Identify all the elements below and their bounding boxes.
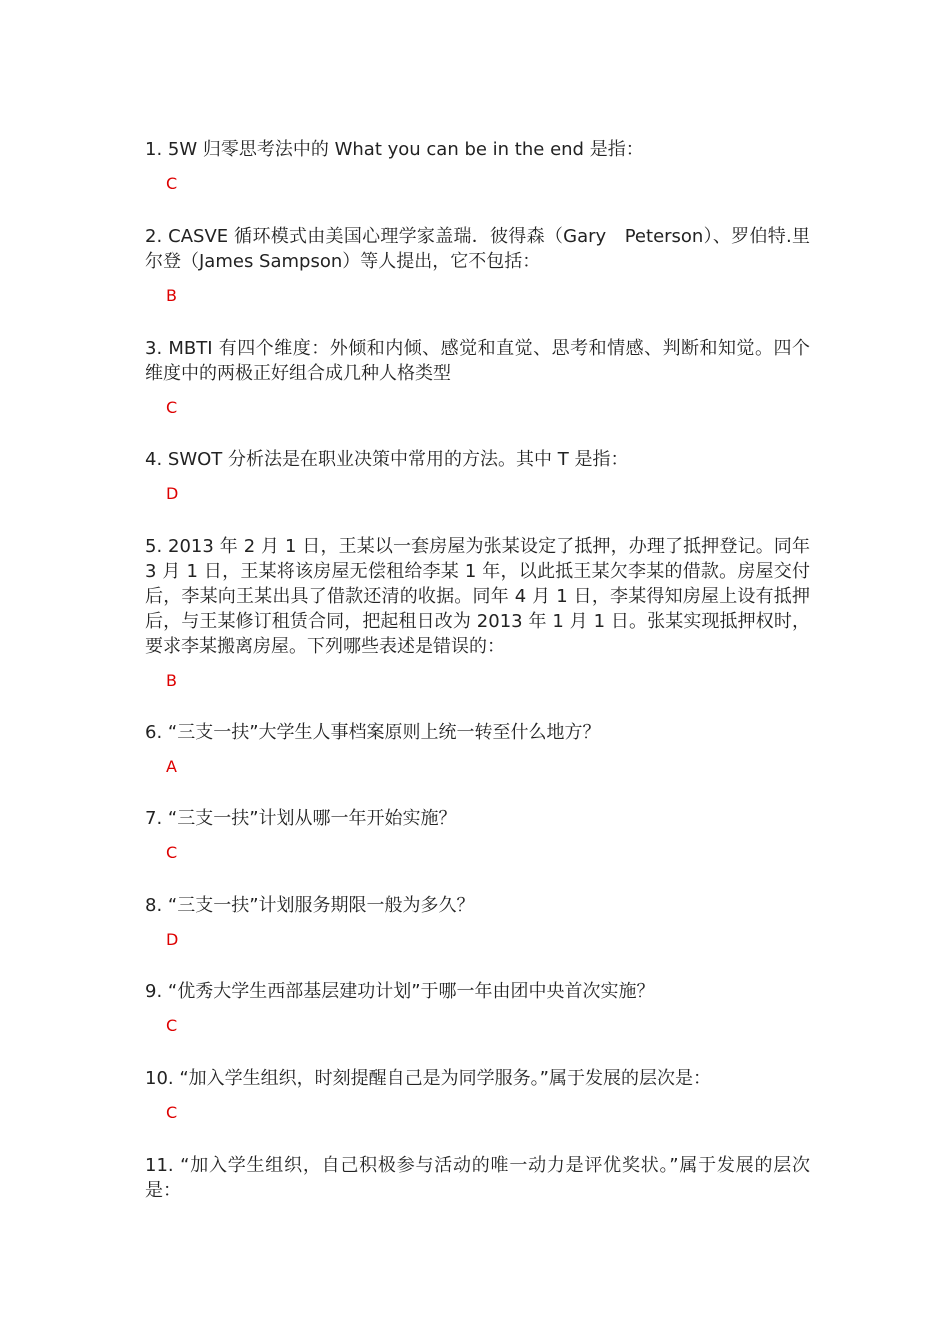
question-text: 2. CASVE 循环模式由美国心理学家盖瑞．彼得森（Gary Peterson）、罗伯特.里尔登（James Sampson）等人提出，它不包括：: [145, 226, 810, 272]
answer-text: B: [166, 286, 177, 305]
answer-text: C: [166, 1103, 178, 1122]
question-text: 7. “三支一扶”计划从哪一年开始实施？: [145, 808, 457, 829]
question-item-9: [145, 979, 810, 1036]
answer-text: C: [166, 174, 178, 193]
answer-text: C: [166, 1016, 178, 1035]
question-text: 9. “优秀大学生西部基层建功计划”于哪一年由团中央首次实施？: [145, 981, 655, 1002]
answer-text: D: [166, 484, 179, 503]
question-text: 5. 2013 年 2 月 1 日，王某以一套房屋为张某设定了抵押，办理了抵押登记。同年 3 月 1 日，王某将该房屋无偿租给李某 1 年，以此抵王某欠李某的借款。房屋交付后，李某向王某出具了借款还清的收据。同年 4 月 1 日，李某得知房屋上设有抵押后，与王某修订租赁合同，把起租日改为 2013 年 1 月 1 日。张某实现抵押权时，要求李某搬离房屋。下列哪些表述是错误的：: [145, 536, 810, 657]
question-item-2: [145, 224, 810, 306]
question-item-8: [145, 893, 810, 950]
answer-text: B: [166, 671, 177, 690]
question-item-6: [145, 720, 810, 777]
question-text: 4. SWOT 分析法是在职业决策中常用的方法。其中 T 是指：: [145, 449, 629, 470]
question-item-3: [145, 336, 810, 418]
question-text: 3. MBTI 有四个维度：外倾和内倾、感觉和直觉、思考和情感、判断和知觉。四个维度中的两极正好组合成几种人格类型: [145, 338, 810, 384]
question-item-4: [145, 447, 810, 504]
question-item-11: [145, 1153, 810, 1203]
question-text: 8. “三支一扶”计划服务期限一般为多久？: [145, 895, 475, 916]
question-text: 10. “加入学生组织，时刻提醒自己是为同学服务。”属于发展的层次是：: [145, 1068, 711, 1089]
question-text: 1. 5W 归零思考法中的 What you can be in the end 是指：: [145, 139, 644, 160]
question-item-10: [145, 1066, 810, 1123]
answer-text: D: [166, 930, 179, 949]
answer-text: C: [166, 398, 178, 417]
question-item-1: [145, 137, 810, 194]
answer-text: A: [166, 757, 177, 776]
question-text: 11. “加入学生组织，自己积极参与活动的唯一动力是评优奖状。”属于发展的层次是：: [145, 1155, 810, 1201]
question-item-5: [145, 534, 810, 691]
question-item-7: [145, 806, 810, 863]
answer-text: C: [166, 843, 178, 862]
question-text: 6. “三支一扶”大学生人事档案原则上统一转至什么地方？: [145, 722, 601, 743]
